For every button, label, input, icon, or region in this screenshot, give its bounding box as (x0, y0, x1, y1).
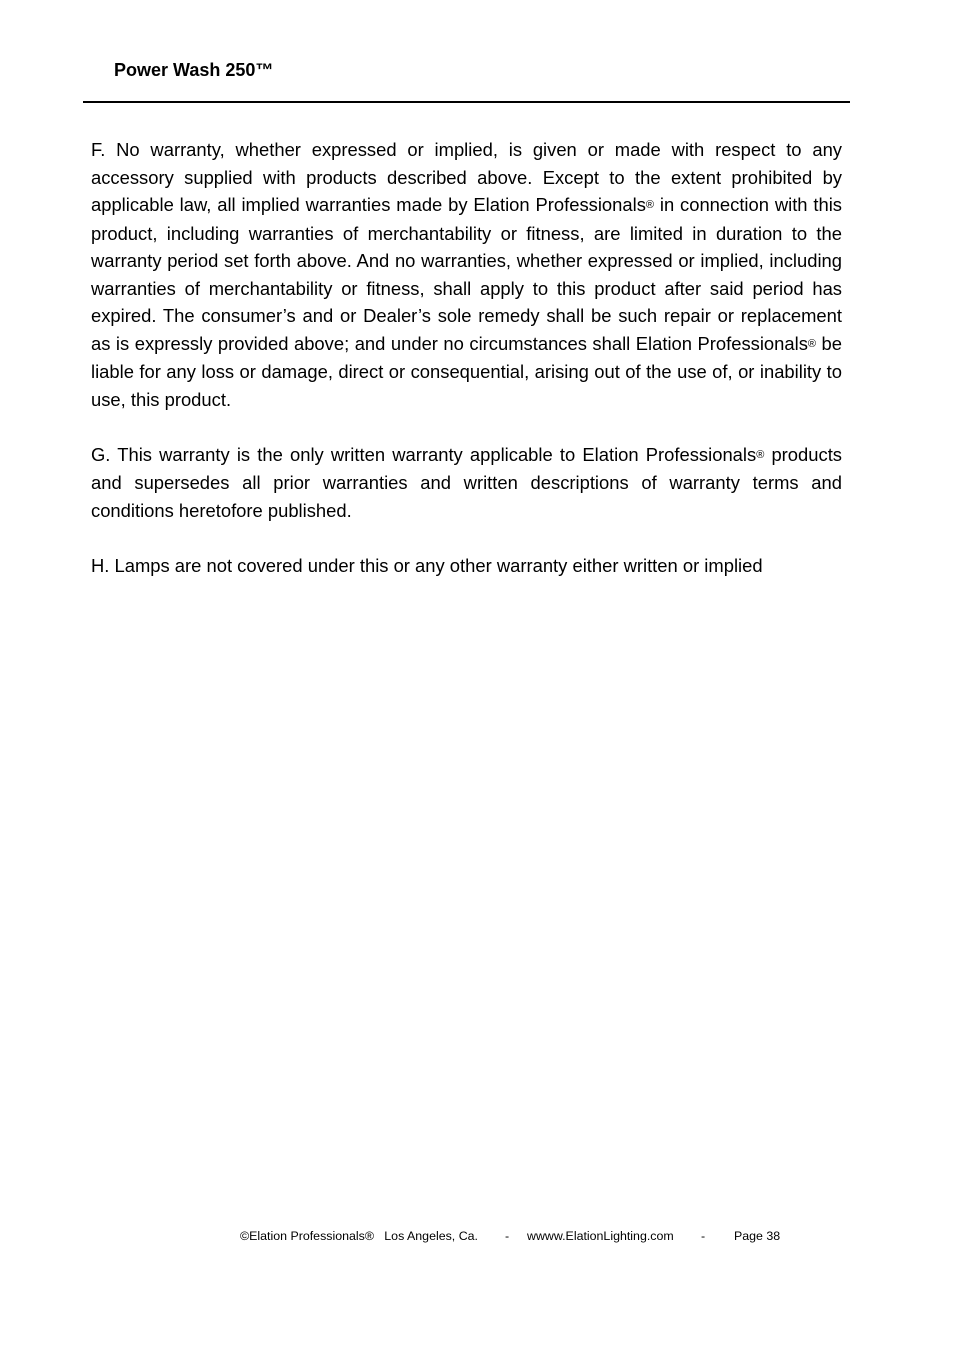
registered-mark: ® (645, 199, 654, 211)
registered-mark: ® (756, 448, 765, 461)
registered-mark: ® (807, 337, 817, 350)
footer-copyright: ©Elation Professionals® Los Angeles, Ca. (240, 1229, 478, 1243)
paragraph-g-text-1: G. This warranty is the only written warranty applicable to Elation Professionals (91, 443, 757, 465)
footer-website: wwww.ElationLighting.com (527, 1229, 674, 1243)
paragraph-g (91, 441, 842, 525)
footer-page-number: Page 38 (734, 1229, 781, 1243)
footer-separator: - (505, 1229, 510, 1243)
page-footer (0, 1229, 954, 1313)
paragraph-f (91, 136, 842, 413)
footer-separator: - (701, 1229, 706, 1243)
header-divider (83, 101, 850, 103)
document-header-title: Power Wash 250™ (114, 60, 274, 80)
paragraph-f-text-1: F. No warranty, whether expressed or implied, is given or made with respect to any accessory supplied with products described above. Except to the extent prohibited by applicable law, all implied warranties made by Elation Professionals (91, 139, 842, 215)
paragraph-f-text-3: be liable for any loss or damage, direct or consequential, arising out of the use of, or inability to use, this product. (91, 332, 842, 410)
paragraph-h: H. Lamps are not covered under this or any other warranty either written or implied (91, 554, 763, 576)
paragraph-f-text-2: in connection with this product, including warranties of merchantability or fitness, are limited in duration to the warranty period set forth above. And no warranties, whether expressed or implied, including warranties of merchantability or fitness, shall apply to this product after said period has expired. The consumer’s and or Dealer’s sole remedy shall be such repair or replacement as is expressly provided above; and under no circumstances shall Elation Professionals (91, 194, 843, 354)
warranty-text (91, 136, 842, 579)
paragraph-g-text-2: products and supersedes all prior warranties and written descriptions of warranty terms and conditions heretofore published. (91, 443, 842, 521)
